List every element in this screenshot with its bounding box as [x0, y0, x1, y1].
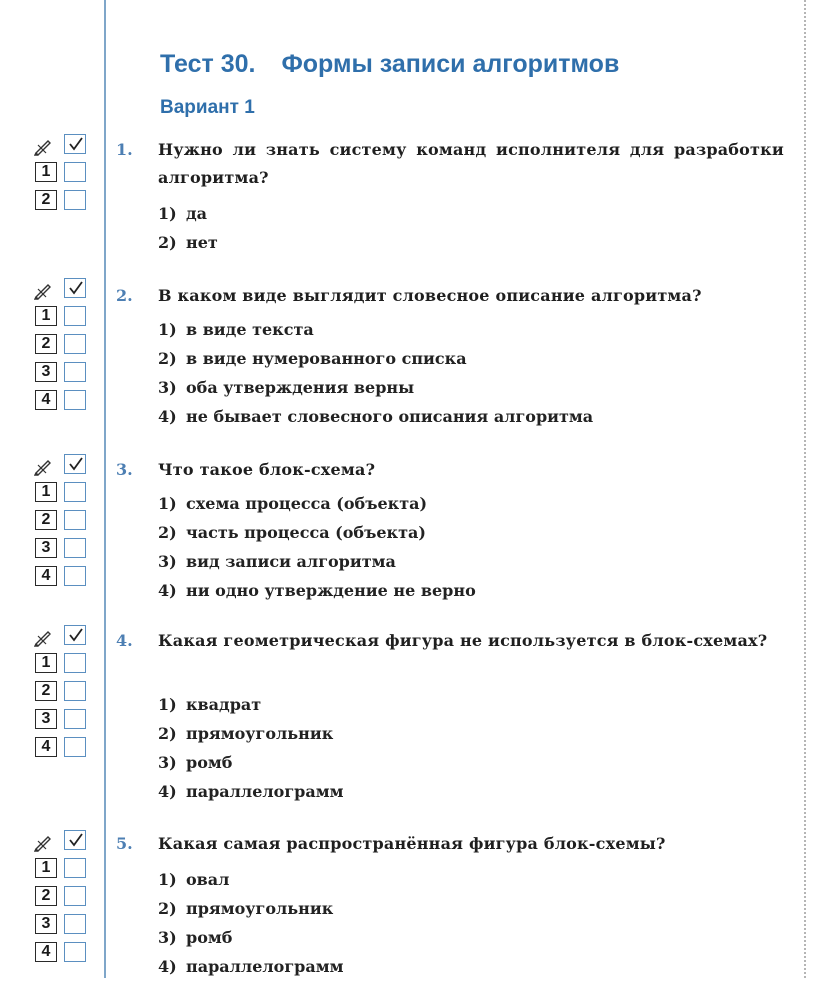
answer-number-box: 1	[35, 482, 57, 502]
option-number: 1)	[158, 320, 177, 339]
checkmark-icon	[68, 136, 84, 152]
answer-number-box: 1	[35, 306, 57, 326]
answer-number-box: 3	[35, 914, 57, 934]
option-item	[158, 928, 343, 957]
answer-checkbox[interactable]	[64, 334, 86, 354]
option-item	[158, 320, 593, 349]
answer-number-box: 4	[35, 737, 57, 757]
option-item	[158, 782, 343, 811]
answer-number-box: 2	[35, 190, 57, 210]
options-list	[158, 320, 593, 436]
answer-checkbox[interactable]	[64, 942, 86, 962]
answer-checkbox[interactable]	[64, 858, 86, 878]
option-number: 2)	[158, 233, 177, 252]
question-number: 5.	[116, 834, 133, 853]
pencil-icon	[34, 832, 54, 852]
option-text: ни одно утверждение не верно	[186, 581, 476, 600]
option-text: ромб	[186, 928, 233, 947]
option-item	[158, 870, 343, 899]
option-number: 4)	[158, 782, 177, 801]
check-header-box	[64, 625, 86, 645]
answer-number-box: 3	[35, 709, 57, 729]
option-number: 4)	[158, 957, 177, 976]
option-text: параллелограмм	[186, 957, 344, 976]
question-text: Нужно ли знать систему команд исполнителя для разработки алгоритма?	[158, 140, 784, 187]
option-text: оба утверждения верны	[186, 378, 415, 397]
checkmark-icon	[68, 832, 84, 848]
option-item	[158, 581, 476, 610]
question-number: 3.	[116, 460, 133, 479]
answer-checkbox[interactable]	[64, 653, 86, 673]
option-text: в виде нумерованного списка	[186, 349, 467, 368]
answer-checkbox[interactable]	[64, 190, 86, 210]
checkmark-icon	[68, 456, 84, 472]
answer-checkbox[interactable]	[64, 306, 86, 326]
option-text: схема процесса (объекта)	[186, 494, 428, 513]
question-text: Какая самая распространённая фигура блок-схемы?	[158, 834, 666, 853]
checkmark-icon	[68, 280, 84, 296]
answer-grid	[32, 454, 92, 594]
answer-number-box: 1	[35, 653, 57, 673]
option-text: часть процесса (объекта)	[186, 523, 426, 542]
answer-number-box: 4	[35, 942, 57, 962]
answer-grid	[32, 625, 92, 765]
option-item	[158, 695, 343, 724]
answer-checkbox[interactable]	[64, 566, 86, 586]
question-number: 4.	[116, 631, 133, 650]
answer-checkbox[interactable]	[64, 681, 86, 701]
option-number: 2)	[158, 523, 177, 542]
option-text: ромб	[186, 753, 233, 772]
option-number: 3)	[158, 928, 177, 947]
option-number: 3)	[158, 753, 177, 772]
options-list	[158, 870, 343, 986]
answer-grid	[32, 278, 92, 418]
option-item	[158, 407, 593, 436]
pencil-icon	[34, 627, 54, 647]
question-text: В каком виде выглядит словесное описание алгоритма?	[158, 286, 702, 305]
option-text: квадрат	[186, 695, 262, 714]
option-item	[158, 233, 218, 262]
option-text: нет	[186, 233, 218, 252]
option-number: 1)	[158, 870, 177, 889]
option-text: овал	[186, 870, 230, 889]
checkmark-icon	[68, 627, 84, 643]
test-number: Тест 30.	[160, 50, 256, 78]
page-title	[160, 50, 619, 79]
answer-number-box: 4	[35, 390, 57, 410]
answer-checkbox[interactable]	[64, 737, 86, 757]
answer-number-box: 3	[35, 538, 57, 558]
variant-label: Вариант 1	[160, 97, 255, 118]
answer-checkbox[interactable]	[64, 162, 86, 182]
option-item	[158, 204, 218, 233]
options-list	[158, 204, 218, 262]
answer-number-box: 1	[35, 858, 57, 878]
answer-number-box: 3	[35, 362, 57, 382]
check-header-box	[64, 278, 86, 298]
answer-number-box: 2	[35, 886, 57, 906]
page-edge-dotted-line	[804, 0, 806, 978]
check-header-box	[64, 830, 86, 850]
answer-checkbox[interactable]	[64, 390, 86, 410]
option-text: в виде текста	[186, 320, 314, 339]
option-item	[158, 899, 343, 928]
question-number: 2.	[116, 286, 133, 305]
option-number: 4)	[158, 407, 177, 426]
option-text: параллелограмм	[186, 782, 344, 801]
options-list	[158, 695, 343, 811]
test-name: Формы записи алгоритмов	[281, 50, 620, 78]
option-item	[158, 753, 343, 782]
option-text: вид записи алгоритма	[186, 552, 396, 571]
options-list	[158, 494, 476, 610]
option-number: 3)	[158, 552, 177, 571]
option-text: прямоугольник	[186, 724, 334, 743]
check-header-box	[64, 454, 86, 474]
question-text: Что такое блок-схема?	[158, 460, 376, 479]
answer-number-box: 2	[35, 334, 57, 354]
answer-checkbox[interactable]	[64, 709, 86, 729]
option-number: 2)	[158, 899, 177, 918]
option-item	[158, 724, 343, 753]
option-number: 3)	[158, 378, 177, 397]
answer-number-box: 2	[35, 510, 57, 530]
option-number: 2)	[158, 724, 177, 743]
option-number: 2)	[158, 349, 177, 368]
margin-line	[104, 0, 106, 978]
question-number: 1.	[116, 140, 133, 159]
answer-checkbox[interactable]	[64, 886, 86, 906]
option-number: 1)	[158, 204, 177, 223]
option-text: не бывает словесного описания алгоритма	[186, 407, 594, 426]
answer-checkbox[interactable]	[64, 362, 86, 382]
pencil-icon	[34, 456, 54, 476]
option-text: прямоугольник	[186, 899, 334, 918]
pencil-icon	[34, 136, 54, 156]
option-number: 4)	[158, 581, 177, 600]
option-text: да	[186, 204, 208, 223]
answer-grid	[32, 830, 92, 970]
option-item	[158, 957, 343, 986]
option-number: 1)	[158, 695, 177, 714]
check-header-box	[64, 134, 86, 154]
answer-number-box: 2	[35, 681, 57, 701]
option-item	[158, 523, 476, 552]
pencil-icon	[34, 280, 54, 300]
answer-checkbox[interactable]	[64, 914, 86, 934]
option-item	[158, 378, 593, 407]
answer-number-box: 1	[35, 162, 57, 182]
option-item	[158, 494, 476, 523]
option-number: 1)	[158, 494, 177, 513]
question-text: Какая геометрическая фигура не используется в блок-схемах?	[158, 631, 768, 650]
option-item	[158, 349, 593, 378]
answer-checkbox[interactable]	[64, 510, 86, 530]
answer-number-box: 4	[35, 566, 57, 586]
answer-checkbox[interactable]	[64, 538, 86, 558]
option-item	[158, 552, 476, 581]
answer-grid	[32, 134, 92, 218]
answer-checkbox[interactable]	[64, 482, 86, 502]
